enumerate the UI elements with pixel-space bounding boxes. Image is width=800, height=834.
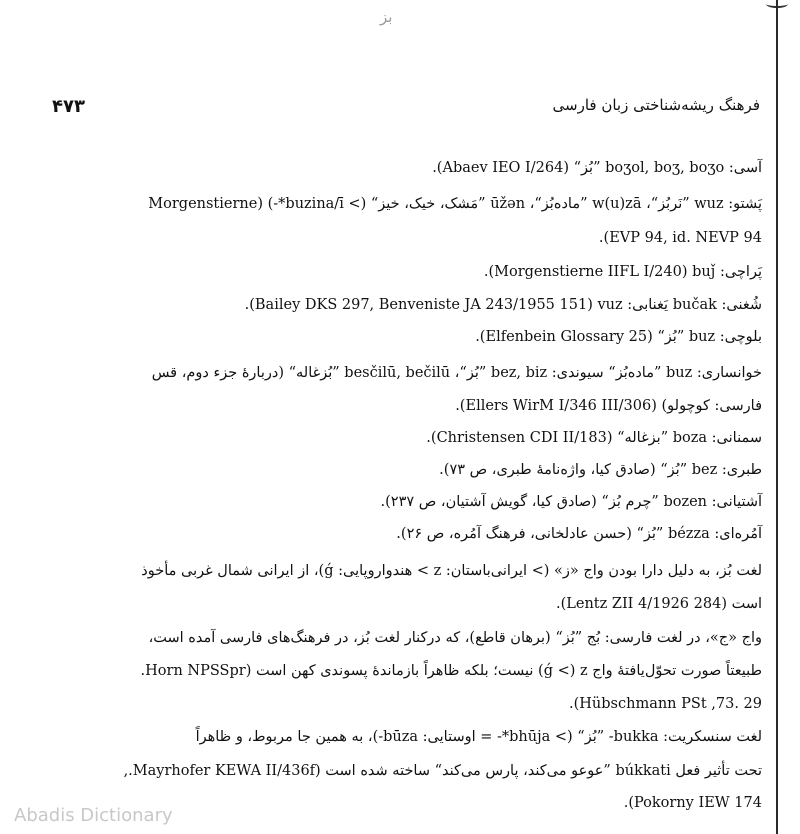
entry-line: بلوچی: ‎buz‏ ”بُز“ (Elfenbein Glossary 25). xyxy=(475,329,762,345)
entry-line: است (Lentz ZII 4/1926 284). xyxy=(555,596,762,612)
entry-line: آشتیانی: ‎bozen‏ ”چرم بُز“ (صادق کیا، گویش آشتیان، ص ۲۳۷). xyxy=(380,494,762,510)
entry-line: لغت سنسکریت: ‎bukka-‏ ”بُز“ (> ‎*bhūja-‏ = اوستایی: ‎būza-‏)، به همین جا مربوط، و ظاهراً xyxy=(195,729,762,745)
entry-line: فارسی: کوچولو) (Ellers WirM I/346 III/306). xyxy=(455,398,762,414)
watermark: Abadis Dictionary xyxy=(14,805,173,826)
book-title: فرهنگ ریشه‌شناختی زبان فارسی xyxy=(552,96,760,114)
entry-line: 29 .Hübschmann PSt ,73). xyxy=(569,696,762,712)
entry-line: سمنانی: ‎boza‏ ”بزغاله“ (Christensen CDI II/183). xyxy=(426,430,762,446)
page-edge-rule xyxy=(776,0,778,834)
entry-line: طبری: ‎bez‏ ”بُز“ (صادق کیا، واژه‌نامهٔ طبری، ص ۷۳). xyxy=(439,462,762,478)
entry-line: واج «ج»، در لغت فارسی: بُج ”بُز“ (برهان قاطع)، که درکنار لغت بُز، در فرهنگ‌های فارسی آمده است، xyxy=(148,630,762,646)
entry-line: پَراچی: ‎buǰ‏ (Morgenstierne IIFL I/240). xyxy=(483,264,762,280)
entry-line: Pokorny IEW 174). xyxy=(623,795,762,811)
entry-line: آمُره‌ای: ‎bézza‏ ”بُز“ (حسن عادلخانی، فرهنگ آمُره، ص ۲۶). xyxy=(396,526,762,542)
entry-line: تحت تأثیر فعل ‎búkkati‏ ”عوعو می‌کند، پارس می‌کند“ ساخته شده است (Mayrhofer KEWA II/436f., xyxy=(123,763,762,779)
entry-line: آسی: ‎boʒol, boʒ, boʒo‏ ”بُز“ (Abaev IEO I/264). xyxy=(432,160,762,176)
entry-line: طبیعتاً صورت تحوّل‌یافتهٔ واج ‎z‏ (> ‎ǵ‏) نیست؛ بلکه ظاهراً بازماندهٔ پسوندی کهن است (Horn NPSSpr. xyxy=(140,663,762,679)
headword: بز xyxy=(380,8,393,26)
entry-line: لغت بُز، به دلیل دارا بودن واج «ز» (> ایرانی‌باستان: ‎z‏ > هندواروپایی: ‎ǵ‏)، از ایرانی شمال غربی مأخوذ xyxy=(141,563,762,579)
entry-line: EVP 94, id. NEVP 94). xyxy=(598,230,762,246)
entry-line: پَشتو: ‎wuz‏ ”نَربُز“، ‎w(u)zā‏ ”ماده‌بُز“، ‎ūžən‏ ”مَشک، خیک، خیز“ (> ‎*buzina/ī-‏) (Morgenstierne xyxy=(148,196,762,212)
entry-line: شُغنی: ‎bučak‏ یَغنابی: ‎vuz‏ (Bailey DKS 297, Benveniste JA 243/1955 151). xyxy=(244,297,762,313)
entry-line: خوانساری: ‎buz‏ ”ماده‌بُز“ سیوندی: ‎bez, biz‏ ”بُز“، ‎besčilū, bečilū‏ ”بُزغاله“ (دربارهٔ جزء دوم، قس xyxy=(151,365,762,381)
page-number: ۴۷۳ xyxy=(52,96,85,117)
